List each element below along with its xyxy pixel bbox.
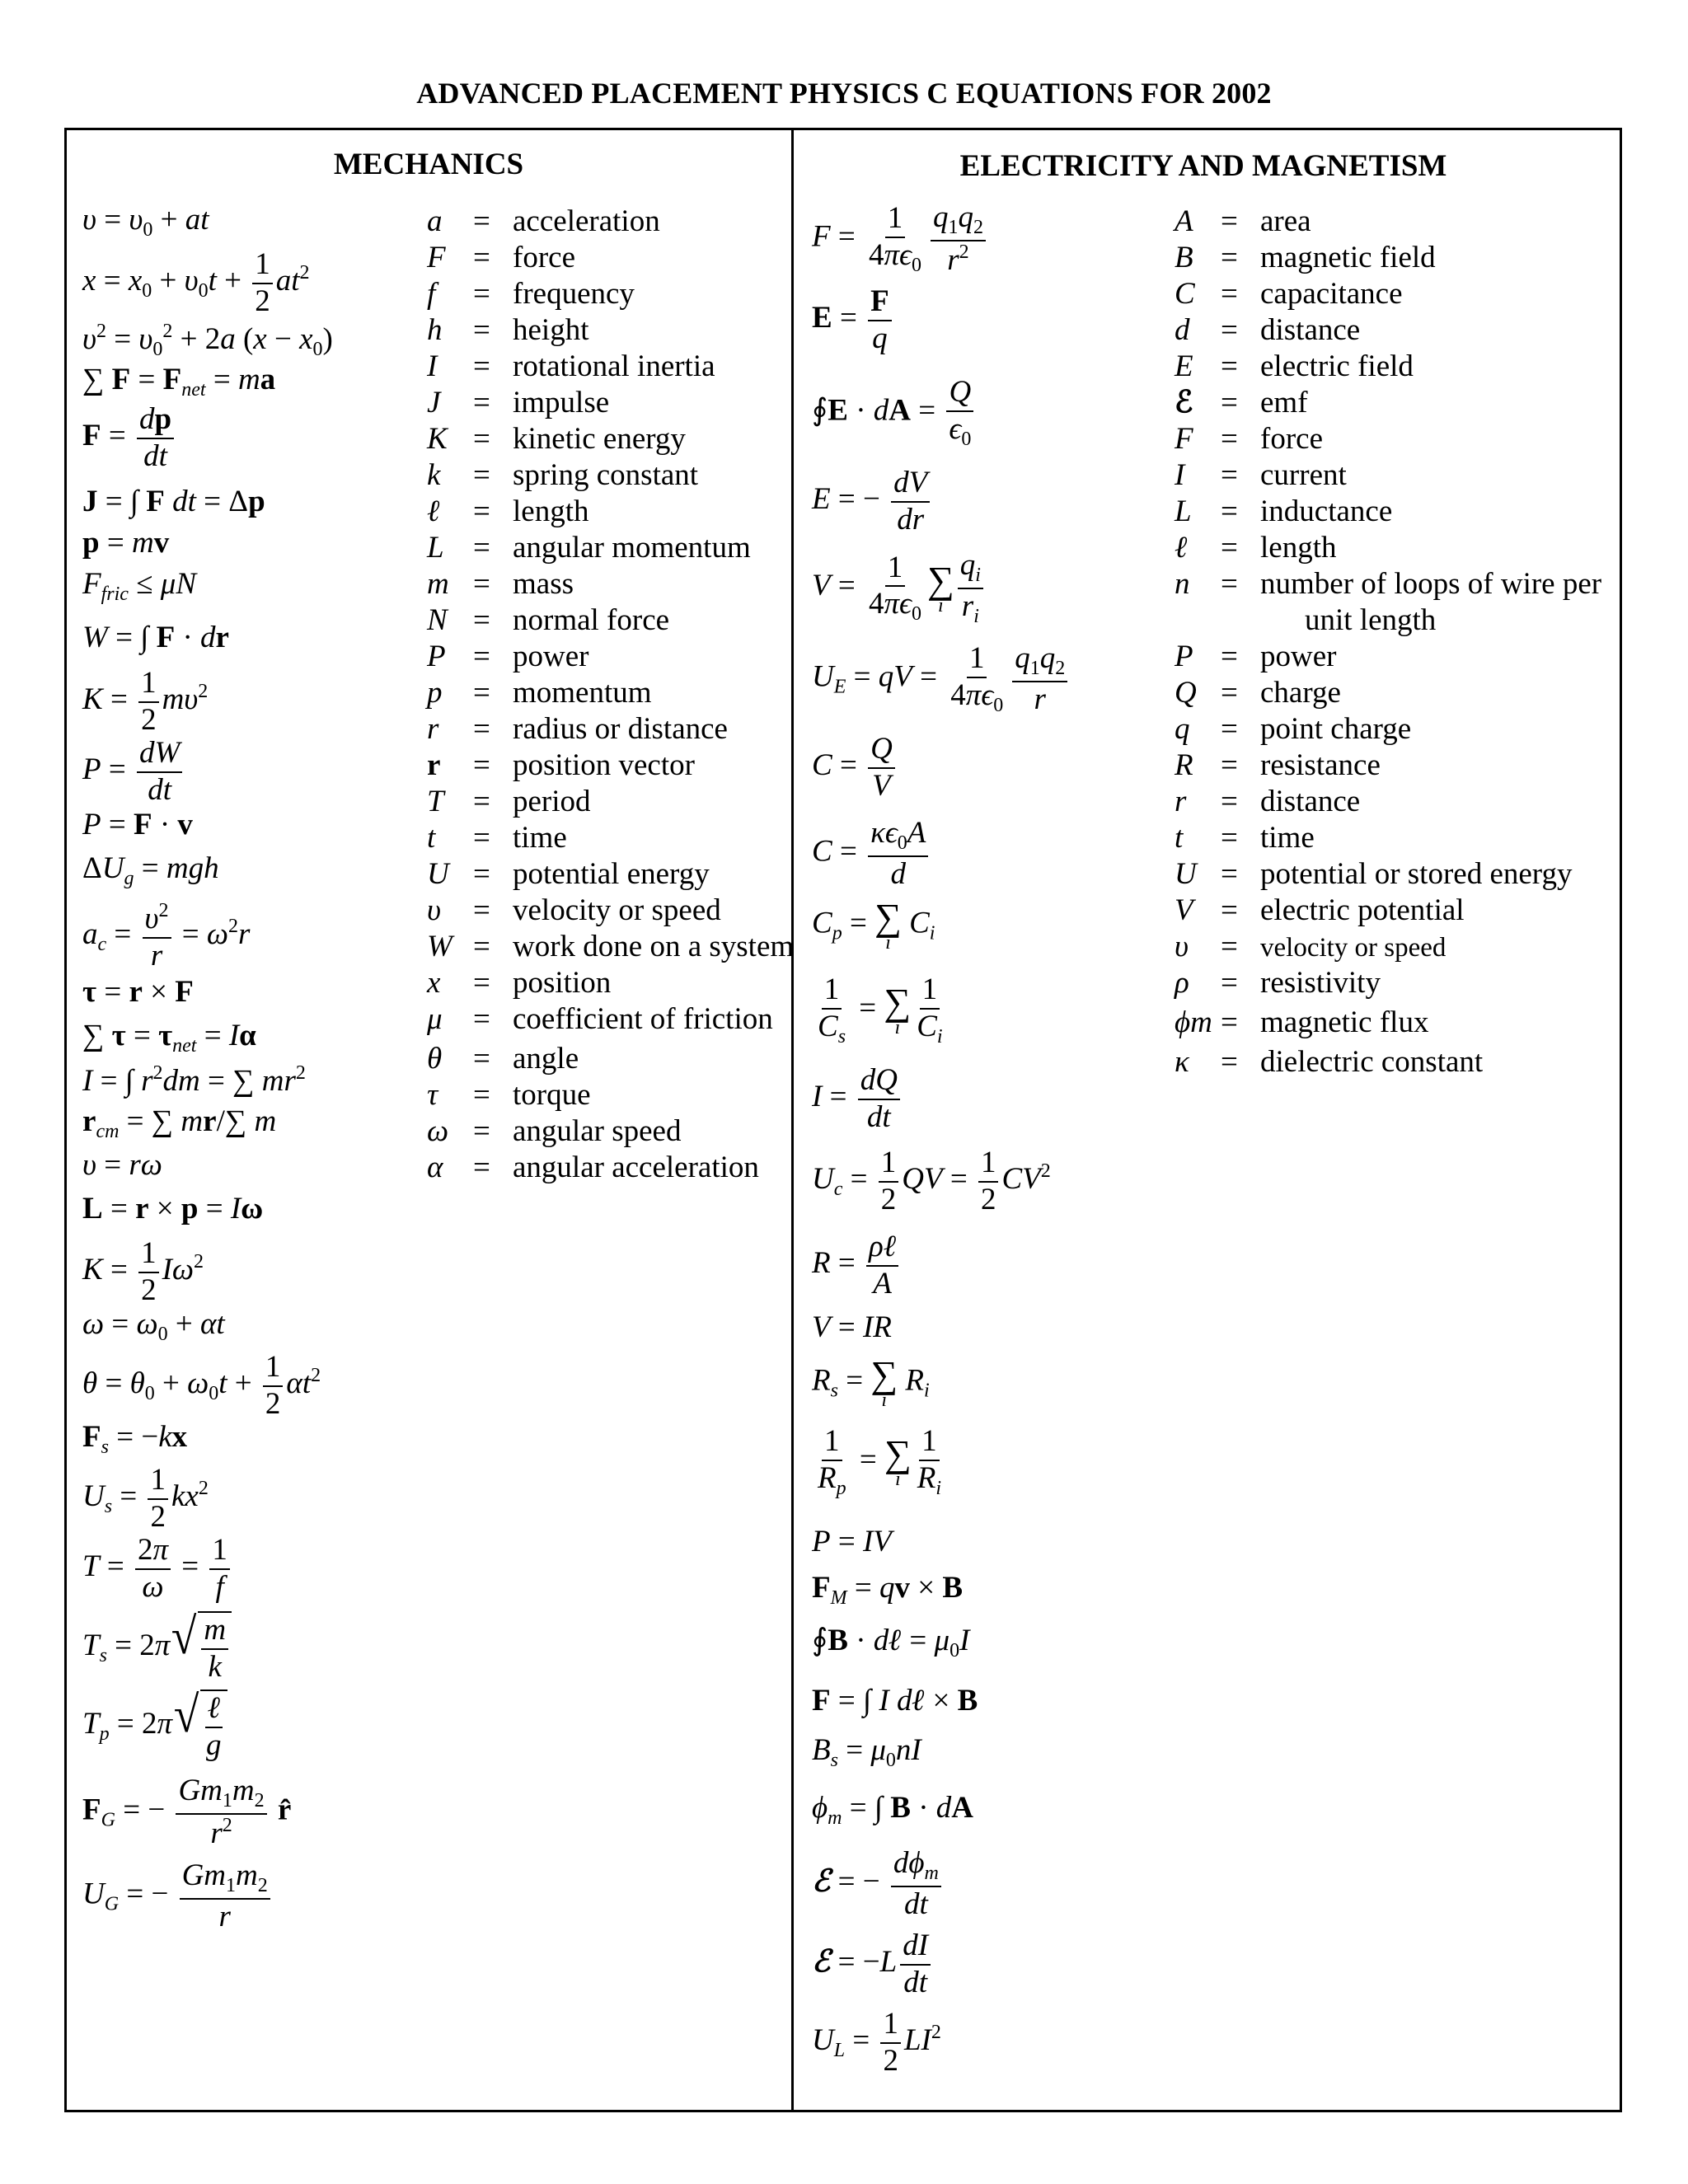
mech-var-row: τ = torque <box>427 1078 591 1112</box>
em-eq: R = $\frac{\text{ρℓ}}{A}$ <box>812 1230 902 1301</box>
mech-var-row: k = spring constant <box>427 458 699 492</box>
em-eq: V = $\frac{1}{4\pi\epsilon_0}$ ∑ i $\frac{q_i}{r_i}$ <box>812 548 987 628</box>
mech-eq: $U_s$ = $\frac{1}{2}$ $kx^2$ <box>82 1463 209 1534</box>
mech-var-row: r = radius or distance <box>427 712 728 746</box>
em-var-row-continuation: unit length <box>1305 603 1437 637</box>
mech-var-row: μ = coefficient of friction <box>427 1002 773 1036</box>
em-var-row: ℰ = emf <box>1175 386 1308 419</box>
mech-eq: W = ∫ F · dr <box>82 621 229 654</box>
mech-var-row: t = time <box>427 821 567 855</box>
mech-var-row: r = position vector <box>427 748 695 782</box>
mech-eq: K = $\frac{1}{2}$ $m\upsilon^2$ <box>82 666 209 737</box>
mech-var-row: f = frequency <box>427 277 635 311</box>
mech-eq: T = $\frac{2\pi}{\omega}$ = $\frac{1}{f}$ <box>82 1533 233 1605</box>
mech-eq: $T_p = 2\pi$ √ $\frac{\text{ℓ}}{g}$ <box>82 1690 227 1763</box>
mech-eq: J = ∫ F dt = Δp <box>82 485 265 518</box>
mech-eq: $\upsilon = \upsilon_0$ + at <box>82 203 209 241</box>
em-var-row: U = potential or stored energy <box>1175 857 1573 891</box>
em-eq: $\phi_m$ = ∫ B · dA <box>812 1791 974 1829</box>
em-eq: ∮B · dℓ = $\mu_0I$ <box>812 1624 970 1661</box>
mechanics-heading: MECHANICS <box>333 148 524 181</box>
mech-eq: F = $\frac{dp}{dt}$ <box>82 402 177 474</box>
em-var-row: C = capacitance <box>1175 277 1403 311</box>
mech-eq: $F_{fric} \le \mu N$ <box>82 567 197 605</box>
mech-eq: $T_s = 2\pi$ √ $\frac{m}{k}$ <box>82 1611 232 1685</box>
em-eq: F = ∫ I dℓ × B <box>812 1684 978 1718</box>
em-eq: ℰ = − $\frac{d\phi_m}{dt}$ <box>812 1846 945 1922</box>
em-eq: $R_s$ = ∑ i $R_i$ <box>812 1353 930 1411</box>
mech-var-row: θ = angle <box>427 1042 579 1076</box>
mech-var-row: α = angular acceleration <box>427 1151 759 1184</box>
mech-eq: $\theta = \theta_0 + \omega_0t$ + $\frac{1}{2}$ $\alpha t^2$ <box>82 1350 321 1421</box>
em-var-row: ℓ = length <box>1175 531 1337 565</box>
mech-eq: P = $\frac{dW}{dt}$ <box>82 736 185 808</box>
em-var-row: F = force <box>1175 422 1323 456</box>
em-eq: $U_E$ = qV = $\frac{1}{4\pi\epsilon_0}$ $\frac{q_1q_2}{r}$ <box>812 641 1071 717</box>
em-eq: C = $\frac{\kappa\epsilon_0A}{d}$ <box>812 816 931 892</box>
em-eq: P = IV <box>812 1525 892 1558</box>
mech-eq: $F_G$ = − $\frac{Gm_1m_2}{r^2}$ r̂ <box>82 1774 292 1850</box>
em-eq: E = − $\frac{dV}{dr}$ <box>812 466 933 537</box>
mech-var-row: ℓ = length <box>427 494 589 528</box>
em-var-row: E = electric field <box>1175 349 1414 383</box>
mech-var-row: m = mass <box>427 567 574 601</box>
mech-var-row: N = normal force <box>427 603 670 637</box>
column-divider <box>791 128 794 2112</box>
em-var-row: L = inductance <box>1175 494 1393 528</box>
mech-eq: p = mv <box>82 526 170 560</box>
em-eq: ∮E · dA = $\frac{Q}{\epsilon_0}$ <box>812 375 977 451</box>
mech-var-row: υ = velocity or speed <box>427 893 721 927</box>
em-eq: V = IR <box>812 1310 892 1344</box>
page-title: ADVANCED PLACEMENT PHYSICS C EQUATIONS FOR 2002 <box>416 77 1272 110</box>
em-var-row: ρ = resistivity <box>1175 966 1381 1000</box>
mech-var-row: J = impulse <box>427 386 610 419</box>
em-eq: $F_M$ = qv × B <box>812 1571 964 1609</box>
mech-eq: I = ∫ $r^2dm$ = ∑ $mr^2$ <box>82 1062 306 1098</box>
mech-var-row: p = momentum <box>427 676 652 710</box>
em-eq: $U_c$ = $\frac{1}{2}$ QV = $\frac{1}{2}$ $CV^2$ <box>812 1146 1051 1216</box>
em-eq: $\frac{1}{R_p}$ = ∑ i $\frac{1}{R_i}$ <box>818 1424 942 1499</box>
mech-var-row: x = position <box>427 966 612 1000</box>
em-var-row: υ = velocity or speed <box>1175 930 1447 963</box>
mech-var-row: ω = angular speed <box>427 1114 682 1148</box>
em-var-row: q = point charge <box>1175 712 1412 746</box>
em-var-row: Q = charge <box>1175 676 1341 710</box>
mech-eq: $U_G$ = − $\frac{Gm_1m_2}{r}$ <box>82 1858 274 1934</box>
em-eq: $U_L$ = $\frac{1}{2}$ $LI^2$ <box>812 2007 941 2078</box>
em-var-row: t = time <box>1175 821 1315 855</box>
em-var-row: κ = dielectric constant <box>1175 1045 1484 1079</box>
mech-var-row: I = rotational inertia <box>427 349 715 383</box>
em-var-row: ϕm = magnetic flux <box>1175 1005 1429 1039</box>
mech-eq: K = $\frac{1}{2}$ $I\omega^2$ <box>82 1236 204 1307</box>
mech-eq: τ = r × F <box>82 975 194 1009</box>
em-eq: F = $\frac{1}{4\pi\epsilon_0}$ $\frac{q_1q_2}{r^2}$ <box>812 200 989 278</box>
mech-var-row: F = force <box>427 241 575 274</box>
em-eq: C = $\frac{Q}{V}$ <box>812 732 898 804</box>
mech-var-row: U = potential energy <box>427 857 710 891</box>
mech-eq: P = F · v <box>82 808 193 841</box>
em-eq: E = $\frac{F}{q}$ <box>812 284 895 356</box>
em-eq: $C_p$ = ∑ i $C_i$ <box>812 896 935 954</box>
mech-eq: $\Delta U_g$ = mgh <box>82 851 219 889</box>
mech-eq: $r_{cm}$ = ∑ mr/∑ m <box>82 1104 277 1142</box>
em-var-row: P = power <box>1175 640 1337 673</box>
mech-var-row: T = period <box>427 785 591 818</box>
em-var-row: R = resistance <box>1175 748 1381 782</box>
em-var-row: B = magnetic field <box>1175 241 1436 274</box>
em-var-row: d = distance <box>1175 313 1361 347</box>
mech-eq: $\omega = \omega_0 + \alpha t$ <box>82 1307 225 1345</box>
em-var-row: V = electric potential <box>1175 893 1465 927</box>
mech-eq: L = r × p = Iω <box>82 1192 264 1226</box>
em-eq: $B_s = \mu_0nI$ <box>812 1733 921 1771</box>
mech-eq: υ = rω <box>82 1148 162 1182</box>
mech-eq: ∑ $\tau = \tau_{net} = I\alpha$ <box>82 1019 256 1057</box>
mech-eq: $x = x_0 + \upsilon_0t$ + $\frac{1}{2}$ $at^2$ <box>82 247 310 318</box>
em-var-row: n = number of loops of wire per <box>1175 567 1602 601</box>
mech-var-row: P = power <box>427 640 589 673</box>
mech-eq: ∑ $F = F_{net}$ = ma <box>82 363 276 401</box>
mech-var-row: a = acceleration <box>427 204 660 238</box>
mech-var-row: K = kinetic energy <box>427 422 686 456</box>
em-eq: $\frac{1}{C_s}$ = ∑ i $\frac{1}{C_i}$ <box>818 972 943 1047</box>
em-var-row: r = distance <box>1175 785 1361 818</box>
mech-eq: $\upsilon^2 = \upsilon_0^2 + 2a$ $(x - x_0)$ <box>82 321 333 360</box>
mech-var-row: L = angular momentum <box>427 531 751 565</box>
em-heading: ELECTRICITY AND MAGNETISM <box>959 149 1447 183</box>
mech-var-row: h = height <box>427 313 589 347</box>
mech-eq: $F_s = -kx$ <box>82 1420 188 1458</box>
em-var-row: A = area <box>1175 204 1311 238</box>
em-eq: ℰ = −L $\frac{dI}{dt}$ <box>812 1929 934 2000</box>
mech-eq: $a_c$ = $\frac{\upsilon^2}{r}$ = $\omega^2r$ <box>82 900 251 972</box>
em-var-row: I = current <box>1175 458 1347 492</box>
em-eq: I = $\frac{dQ}{dt}$ <box>812 1063 903 1135</box>
mech-var-row: W = work done on a system <box>427 930 795 963</box>
